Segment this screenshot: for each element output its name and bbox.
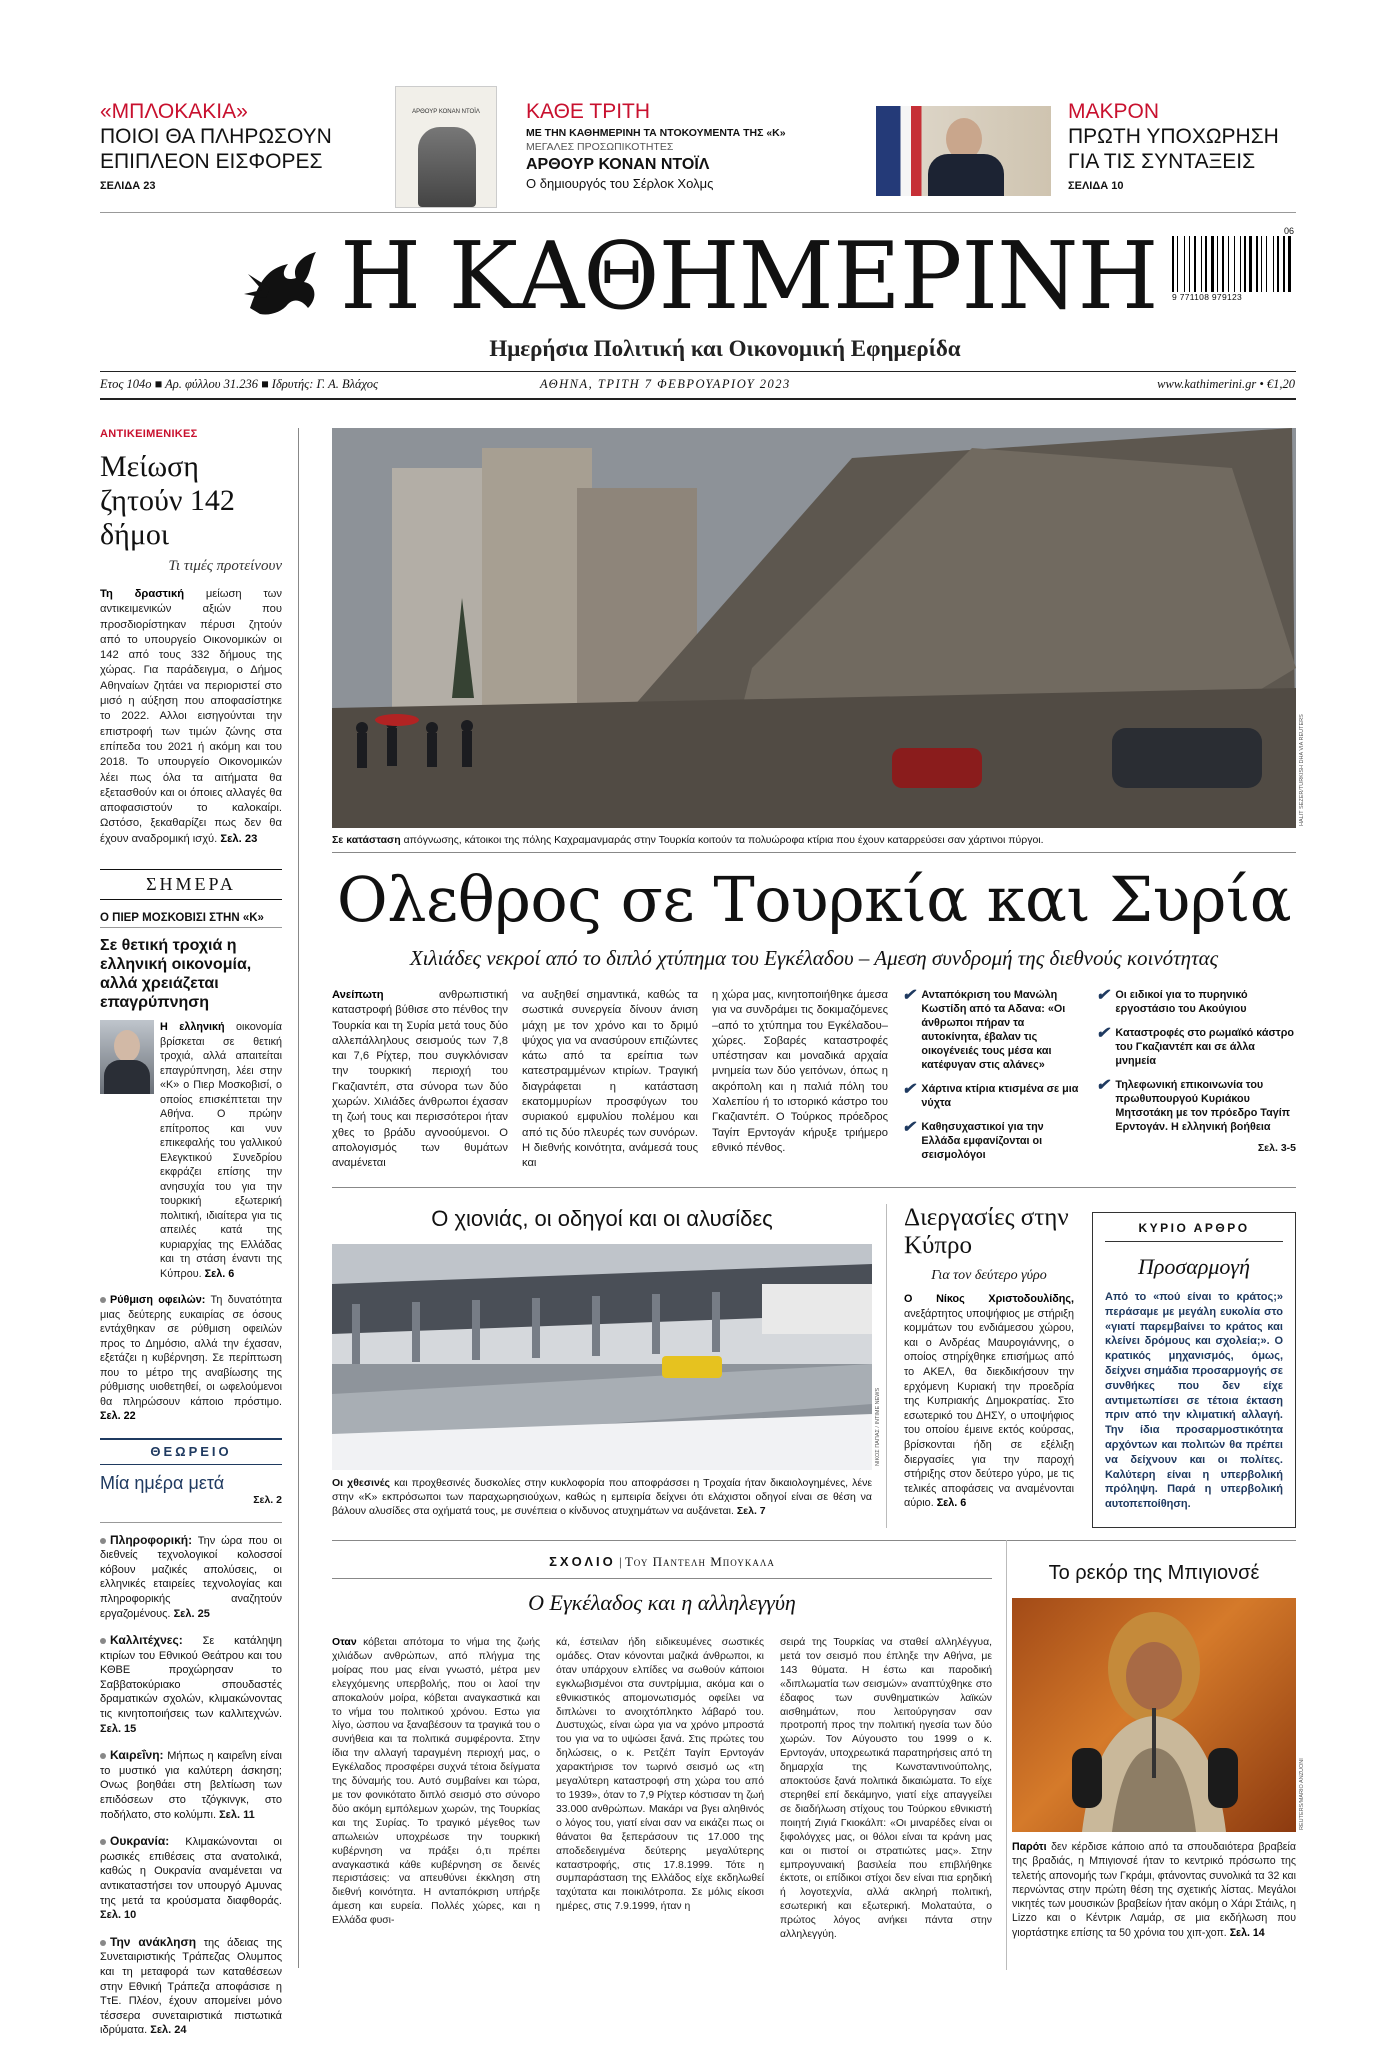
scholio-header-rule — [332, 1578, 992, 1579]
barcode-bar — [1240, 236, 1241, 292]
sidebar-item-page: Σελ. 15 — [100, 1722, 137, 1735]
barcode-bar — [1266, 236, 1267, 292]
sidebar-item-text: Μήπως η καιρεΐνη είναι το μυστικό για καλύτερη άσκηση; Ονως βοηθάει στη βελτίωση των επιδόσεων στο τζόγκινγκ, στο ποδήλατο, στο κολύμπι. — [100, 1750, 282, 1821]
theoreio-headline: Μία ημέρα μετά — [100, 1472, 225, 1493]
barcode-bar — [1244, 236, 1246, 292]
barcode-bar — [1277, 236, 1279, 292]
snow-caption-text: και προχθεσινές δυσκολίες στην κυκλοφορία που αποφράσσει η Τροχαία ήταν δικαιολογημένες, λένε στην «Κ» εκπρόσωποι των παραχωρησιούχων, καθώς η εμπειρία δείχνει ότι ελάχιστοι οδηγοί είναι σε θέση να βάλουν αλυσίδες στα οχήματά τους, με συνέπεια ο κίνδυνος ατυχημάτων να αυξάνεται. — [332, 1477, 873, 1517]
barcode — [1172, 226, 1294, 302]
check-icon: ✔ — [1096, 1077, 1110, 1094]
check-icon: ✔ — [1096, 987, 1110, 1004]
main-story-rule — [332, 1187, 1296, 1188]
sidebar-item-text: Την ώρα που οι διεθνείς τεχνολογικοί κολοσσοί κόβουν μαζικές απολύσεις, οι ελληνικές εταιρείες τεχνολογίας και πληροφορικής αναζητούν εργαζομένους. — [100, 1534, 282, 1620]
simera-body-top — [160, 1020, 282, 1281]
editorial-title: Προσαρμογή — [1137, 1254, 1251, 1279]
simera-lead: Η ελληνική — [160, 1021, 225, 1034]
simera-kicker: Ο ΠΙΕΡ ΜΟΣΚΟΒΙΣΙ ΣΤΗΝ «Κ» — [100, 912, 282, 928]
check-icon: ✔ — [902, 1081, 916, 1098]
masthead-info-center: ΑΘΗΝΑ, ΤΡΙΤΗ 7 ΦΕΒΡΟΥΑΡΙΟΥ 2023 — [540, 377, 791, 391]
sidebar-item-text: Κλιμακώνονται οι ρωσικές επιθέσεις στα ανατολικά, καθώς η Ουκρανία αναμένεται να αντικαταστήσει τον υπουργό Αμυνας της μετά τα κρούσματα διαφθοράς. — [100, 1836, 282, 1907]
main-lead: Ανείπωτη — [332, 989, 384, 1001]
barcode-bar — [1247, 236, 1248, 292]
barcode-bar — [1208, 236, 1209, 292]
barcode-bar — [1222, 236, 1224, 292]
doyle-portrait — [418, 127, 476, 207]
simera-headline: Σε θετική τροχιά η ελληνική οικονομία, αλλά χρειάζεται επαγρύπνηση — [100, 937, 252, 1012]
earthquake-photo — [332, 428, 1296, 828]
main-col-3: η χώρα μας, κινητοποιήθηκε άμεσα για να συνδράμει τις δοκιμαζόμενες –από το χτύπημα του Εγκέλαδου– χώρες. Σοβαρές καταστροφές υπέστησαν και μοναδικά αρχαία μνημεία των δύο γειτόνων, όπως η ακρόπολη και η παλιά πόλη του Χαλεπίου ή το ιστορικό κάστρο του Γκαζιαντέπ. Ο Τούρκος πρόεδρος Ταγίπ Ερντογάν κήρυξε τριήμερο εθνικό πένθος. — [712, 989, 888, 1154]
barcode-bar — [1228, 236, 1229, 292]
barcode-bar — [1283, 236, 1285, 292]
masthead-info-left: Ετος 104ο ■ Αρ. φύλλου 31.236 ■ Ιδρυτής: Γ. Α. Βλάχος — [100, 377, 379, 391]
scholio-header — [332, 1554, 992, 1570]
barcode-bar — [1236, 236, 1238, 292]
barcode-bar — [1194, 236, 1196, 292]
rythmisi-lead: Ρύθμιση οφειλών: — [110, 1294, 206, 1307]
bullet-text: Ανταπόκριση του Μανώλη Κωστίδη από τα Αδανα: «Οι άνθρωποι πήραν τα αυτοκίνητα, έβαλαν τις οικογένειές τους μέσα και κατέφυγαν στις αλάνες» — [921, 989, 1066, 1071]
simera-page: Σελ. 6 — [204, 1267, 235, 1280]
barcode-bar — [1280, 236, 1281, 292]
snow-divider — [886, 1204, 887, 1528]
teaser-right-page: ΣΕΛΙΔΑ 10 — [1068, 180, 1124, 192]
sidebar-item[interactable] — [100, 1533, 282, 1622]
teaser-left[interactable] — [100, 100, 340, 192]
teaser-left-kicker: «ΜΠΛΟΚΑΚΙΑ» — [100, 100, 248, 123]
rythmisi-story[interactable] — [100, 1293, 282, 1424]
barcode-bar — [1203, 236, 1204, 292]
sidebar-item-text: της άδειας της Συνεταιριστικής Τράπεζας Ολυμπος και τη μεταφορά των καταθέσεων στην Εθνική Τράπεζα αποφάσισε η ΤτΕ. Πλέον, έχουν απομείνει μόνο τέσσερα συνεταιριστικά πιστωτικά ιδρύματα. — [100, 1936, 282, 2037]
earthquake-caption-text: απόγνωσης, κάτοικοι της πόλης Καχραμανμαράς στην Τουρκία κοιτούν τα πολυώροφα κτίρια που έχουν καταρρεύσει σαν χάρτινοι πύργοι. — [403, 834, 1044, 846]
barcode-bar — [1215, 236, 1216, 292]
teaser-middle-name: ΑΡΘΟΥΡ ΚΟΝΑΝ ΝΤΟΪΛ — [526, 156, 710, 173]
antikeimenikes-sub: Τι τιμές προτείνουν — [168, 558, 282, 574]
sidebar-item[interactable] — [100, 1633, 282, 1736]
editorial-box[interactable] — [1092, 1212, 1296, 1528]
bullet-text: Οι ειδικοί για το πυρηνικό εργοστάσιο του Ακούγιου — [1115, 989, 1248, 1015]
scholio-col-1-text: κόβεται απότομα το νήμα της ζωής χιλιάδων ανθρώπων, από πλήγμα της μοίρας που μας είναι γνωστό, μέτρα μεν ελεγχόμενης υπερβολής, που οι λαοί την αποκαλούν μοίρα, κόβεται αναγκαστικά και το νήμα του πολιτικού χρόνου. Εστω για λίγο, ώσπου να ξαναβέσουν τα τραγικά του ο συνήθεια και τα πολιτικά συμφέροντα. Στην ίδια την αλλαγή ταραγμένη περιοχή μας, ο Εγκέλαδος προσφέρει συχνά τέτοια δείγματα της δύναμής του. Αυτό συμβαίνει και τώρα, με τον φονικότατο διπλό σεισμό στο σύνορο δύο ακόμη εμπόλεμων χωρών, της Τουρκίας και της Συρίας. Το τραγικό μέγεθος των απωλειών υποχρέωσε την τουρκική κυβέρνηση να πράξει ό,τι πρέπει αναγκαστικά κάθε κυβέρνηση σε δεινές περιστάσεις: να απευθύνει έκκληση στη διεθνή κοινότητα. Η ανταπόκριση υπήρξε άμεση και ευρεία. Πολλές χώρες, και η Ελλάδα φυσι- — [332, 1637, 540, 1927]
beyonce-page: Σελ. 14 — [1229, 1926, 1265, 1939]
cyprus-text: ανεξάρτητος υποψήφιος με στήριξη κομμάτων του ενδιάμεσου χώρου, και ο Ανδρέας Μαυρογιάννης, ο οποίος στηρίχθηκε επισήμως από το ΑΚΕΛ, θα διεκδικήσουν την ερχόμενη Κυριακή την προεδρία της Κυπριακής Δημοκρατίας. Στο εσωτερικό του ΔΗΣΥ, ο υποψήφιος του οποίου έμεινε εκτός κούρσας, βρίσκονται ήδη σε εξέλιξη διεργασίες για την παροχή στήριξης στον δεύτερο γύρο, με τις τελικές αποφάσεις να αναμένονται αύριο. — [904, 1307, 1074, 1510]
antikeimenikes-story[interactable] — [100, 428, 282, 847]
barcode-bar — [1275, 236, 1276, 292]
beyonce-lead: Παρότι — [1012, 1841, 1047, 1853]
main-col-1-text: ανθρωπιστική καταστροφή βύθισε στο πένθος την Τουρκία και τη Συρία μετά τους δύο αλλεπάλληλους σεισμούς των 7,8 και 7,6 Ρίχτερ, που συγκλόνισαν την τουρκική περιοχή του Γκαζιαντέπ, στα σύνορα των δύο χωρών. Χιλιάδες άνθρωποι έχασαν τη ζωή τους και περισσότεροι ήταν χθες το βράδυ αγνοούμενοι. Ο απολογισμός των θυμάτων αναμένεται — [332, 989, 508, 1170]
main-pages: Σελ. 3-5 — [1257, 1142, 1296, 1154]
main-subheadline: Χιλιάδες νεκροί από το διπλό χτύπημα του Εγκέλαδου – Αμεση συνδρομή της διεθνούς κοινότητας — [409, 946, 1219, 970]
sidebar-divider — [298, 428, 299, 1968]
simera-label: ΣΗΜΕΡΑ — [146, 874, 236, 895]
teaser-middle-kicker: ΚΑΘΕ ΤΡΙΤΗ — [526, 100, 651, 123]
barcode-bar — [1184, 236, 1185, 292]
barcode-bar — [1234, 236, 1235, 292]
beyonce-photo-credit: REUTERS/MARIO ANZUONI — [1299, 1758, 1305, 1830]
bullet-dot — [100, 1940, 106, 1946]
book-cover-image — [395, 86, 497, 208]
bullet-dot — [100, 1638, 106, 1644]
antikeimenikes-page: Σελ. 23 — [220, 832, 258, 845]
check-icon: ✔ — [902, 987, 916, 1004]
sidebar-item-text: Σε κατάληψη κτιρίων του Εθνικού Θεάτρου και του ΚΘΒΕ προχώρησαν το Σαββατοκύριακο σπουδαστές δραματικών σχολών, κλιμακώνοντας τις κινητοποιήσεις των καλλιτεχνών. — [100, 1635, 282, 1721]
barcode-bar — [1177, 236, 1178, 292]
cyprus-headline: Διεργασίες στην Κύπρο — [904, 1204, 1069, 1259]
bullet-item[interactable] — [1096, 1026, 1296, 1068]
theoreio-page: Σελ. 2 — [253, 1493, 282, 1506]
info-rule-top — [100, 371, 1296, 372]
teaser-right-headline: ΠΡΩΤΗ ΥΠΟΧΩΡΗΣΗ ΓΙΑ ΤΙΣ ΣΥΝΤΑΞΕΙΣ — [1068, 125, 1279, 173]
bullet-text: Καθησυχαστικοί για την Ελλάδα εμφανίζονται οι σεισμολόγοι — [921, 1121, 1044, 1161]
scholio-col-3: σειρά της Τουρκίας να σταθεί αλληλέγγυα, μετά τον σεισμό που έπληξε την Αθήνα, με 143 θύματα. Η έστω και παροδική «διπλωματία των σεισμών» αναπτύχθηκε στο έδαφος των συνθηματικών λαϊκών αισθημάτων, που λειτούργησαν σαν προτροπή προς την πολιτική ηγεσία των δύο χωρών. Τον Αύγουστο του 1999 ο κ. Ερντογάν, υποχρεωτικά παρατηρήσεις από τη δημαρχία της Κωνσταντινούπολης, αποκτούσε ξανά πολιτικά δικαιώματα. Το είχε στερηθεί επί δεκάμηνο, γιατί είχε απαγγείλει σε διαδήλωση στίχους του Τούρκου εθνικιστή ποιητή Ζιγιά Γκιοκάλπ: «Οι μιναρέδες είναι οι ξιφολόγχες μας, οι θόλοι είναι τα κράνη μας και οι πιστοί οι στρατιώτες μας». Στην εμπρογυναική βασιλεία που επιβλήθηκε έκτοτε, οι επίδικοι στίχοι δεν είναι πια ερηδική ή λογοτεχνία, αλλά ακληρή πολιτική, εσωτερική και εξωτερική. Μολαταύτα, ο πρώτος λόγος ανήκει πάντα στην αλληλεγγύη. — [780, 1637, 992, 1941]
teaser-middle-line2: ΜΕΓΑΛΕΣ ΠΡΟΣΩΠΙΚΟΤΗΤΕΣ — [526, 141, 674, 153]
barcode-bar — [1226, 236, 1227, 292]
bullets-b — [1096, 988, 1296, 1154]
griffin-logo — [240, 238, 328, 326]
teaser-left-headline: ΠΟΙΟΙ ΘΑ ΠΛΗΡΩΣΟΥΝ ΕΠΙΠΛΕΟΝ ΕΙΣΦΟΡΕΣ — [100, 125, 332, 173]
teaser-left-page: ΣΕΛΙΔΑ 23 — [100, 180, 156, 192]
beyonce-body — [1012, 1840, 1296, 1940]
barcode-bar — [1259, 236, 1260, 292]
sidebar-item[interactable] — [100, 1748, 282, 1822]
antikeimenikes-label: ΑΝΤΙΚΕΙΜΕΝΙΚΕΣ — [100, 428, 198, 440]
check-icon: ✔ — [1096, 1025, 1110, 1042]
sidebar-item-lead: Καλλιτέχνες: — [110, 1633, 183, 1648]
barcode-bar — [1263, 236, 1265, 292]
barcode-bars — [1172, 236, 1294, 292]
beyonce-text: δεν κέρδισε κάποιο από τα σπουδαιότερα βραβεία της βραδιάς, η Μπιγιονσέ ήταν το κεντρικό πρόσωπο της τελετής απονομής των Γκράμι, φτάνοντας συνολικά τα 32 και περνώντας στην πρώτη θέση της σχετικής λίστας. Μεγάλοι νικητές των μουσικών βραβείων ήταν ακόμη ο Χάρι Στάιλς, η Lizzo και ο Κέντρικ Λαμάρ, σε μια εκδήλωση που γιορτάστηκε επίσης τα 50 χρόνια του χιπ-χοπ. — [1012, 1841, 1296, 1939]
top-rule — [100, 212, 1296, 213]
simera-text: οικονομία βρίσκεται σε θετική τροχιά, αλλά απαιτείται επαγρύπνηση, λέει στην «Κ» ο Πιερ Μοσκοβισί, ο οποίος επισκέπτεται την Αθήνα. Ο πρώην επίτροπος και νυν επικεφαλής του γαλλικού Ελεγκτικού Συνεδρίου εκφράζει επίσης την ανησυχία του για την τουρκική εξωτερική πολιτική, ιδιαίτερα για τις απειλές κατά της κυριαρχίας της Ελλάδας και τη στάση έναντι της Κύπρου. — [160, 1021, 282, 1280]
barcode-bar — [1205, 236, 1207, 292]
scholio-col-2: κά, έστειλαν ήδη ειδικευμένες σωστικές ομάδες. Οταν κόνονται μαζικά άνθρωποι, κι όταν υπάρχουν ελπίδες να σωθούν κάποιοι εγκλωβισμένοι στα συντρίμμια, ακόμα και ο εθνικιστικός απομονωτισμός οφείλει να διπλώνει το ανοιχτόπληκτο λάβαρό του. Δυστυχώς, είναι ώρα για να χρόνο μπροστά του για να το υψώσει ξανά. Στις πρώτες του δηλώσεις, ο κ. Ρετζέπ Ταγίπ Ερντογάν χαρακτήρισε τον τωρινό σεισμό ως «τη μεγαλύτερη καταστροφή στη χώρα του από το 1939», όταν το 7,9 Ρίχτερ κόστισαν τη ζωή 33.000 ανθρώπων. Μακάρι να βγει αληθινός ο λόγος του, γιατί είναι σαν να εικάζει πως οι θάνατοι θα ξεπεράσουν τις 17.000 της αποδεδειγμένα δεύτερης μεγαλύτερης καταστροφής, στις 17.8.1999. Τότε η συμπαράσταση της Ελλάδος είχε εκδηλωθεί ταχύτατα και ποικιλότροπα. Σε μόλις είκοσι ημέρες, στις 7.9.1999, ήταν η — [556, 1637, 764, 1913]
main-col-1 — [332, 988, 508, 1172]
theoreio-story[interactable] — [100, 1473, 282, 1506]
bullet-dot — [100, 1839, 106, 1845]
snow-headline[interactable]: Ο χιονιάς, οι οδηγοί και οι αλυσίδες — [431, 1206, 773, 1231]
sidebar-item-page: Σελ. 10 — [100, 1909, 137, 1922]
scholio-top-rule — [332, 1540, 1296, 1541]
simera-header — [100, 869, 282, 900]
sidebar-item[interactable] — [100, 1935, 282, 2038]
snow-page: Σελ. 7 — [736, 1505, 766, 1517]
bullets-a — [902, 988, 1082, 1172]
sidebar-item-page: Σελ. 24 — [150, 2024, 187, 2037]
barcode-number: 9 771108 979123 — [1172, 292, 1243, 302]
earthquake-caption-lead: Σε κατάσταση — [332, 834, 401, 846]
beyonce-headline[interactable]: Το ρεκόρ της Μπιγιονσέ — [1048, 1562, 1260, 1584]
sidebar-item-lead: Την ανάκληση — [110, 1934, 197, 1949]
bullet-dot — [100, 1753, 106, 1759]
cyprus-page: Σελ. 6 — [936, 1497, 967, 1510]
bullet-dot — [100, 1297, 106, 1303]
barcode-bar — [1172, 236, 1174, 292]
sidebar-item-lead: Ουκρανία: — [110, 1834, 170, 1849]
scholio-author: Του Παντελη Μπουκαλα — [624, 1554, 775, 1569]
caption-rule — [332, 852, 1296, 853]
masthead-info-right[interactable]: www.kathimerini.gr • €1,20 — [1157, 377, 1295, 391]
masthead-title: Η ΚΑΘΗΜΕΡΙΝΗ — [340, 222, 1158, 330]
main-headline[interactable]: Ολεθρος σε Τουρκία και Συρία — [336, 863, 1292, 936]
barcode-bar — [1219, 236, 1221, 292]
barcode-bar — [1286, 236, 1287, 292]
macron-photo — [876, 106, 1051, 196]
rythmisi-text: Τη δυνατότητα μιας δεύτερης ευκαιρίας σε όσους εντάχθηκαν σε ρύθμιση οφειλών προς το Δημόσιο, αλλά την έχασαν, εξετάζει η κυβέρνηση. Σε περίπτωση που το μέτρο της αναβίωσης της ρύθμισης υιοθετηθεί, οι ωφελούμενοι θα πληρώσουν κάποιο πρόστιμο. — [100, 1294, 282, 1408]
barcode-bar — [1269, 236, 1272, 292]
barcode-bar — [1211, 236, 1214, 292]
barcode-bar — [1186, 236, 1188, 292]
theoreio-label: ΘΕΩΡΕΙΟ — [150, 1443, 232, 1459]
cyprus-body — [904, 1292, 1074, 1511]
bullet-item[interactable] — [1096, 1078, 1296, 1134]
barcode-bar — [1201, 236, 1202, 292]
scholio-separator: | — [618, 1554, 622, 1569]
barcode-bar — [1180, 236, 1183, 292]
barcode-bar — [1217, 236, 1218, 292]
scholio-label: ΣΧΟΛΙΟ — [549, 1554, 616, 1569]
bullet-item[interactable] — [902, 1120, 1082, 1162]
beyonce-photo — [1012, 1598, 1296, 1832]
barcode-bar — [1191, 236, 1192, 292]
sidebar-item-lead: Πληροφορική: — [110, 1532, 193, 1547]
barcode-bar — [1175, 236, 1176, 292]
barcode-bar — [1256, 236, 1258, 292]
barcode-bar — [1249, 236, 1252, 292]
antikeimenikes-lead: Τη δραστική — [100, 588, 185, 600]
sidebar-item-lead: Καιρεΐνη: — [110, 1748, 164, 1763]
barcode-bar — [1197, 236, 1200, 292]
teaser-middle-line1: ΜΕ ΤΗΝ ΚΑΘΗΜΕΡΙΝΗ ΤΑ ΝΤΟΚΟΥΜΕΝΤΑ ΤΗΣ «Κ» — [526, 127, 786, 139]
antikeimenikes-body — [100, 587, 282, 847]
editorial-body: Από το «πού είναι το κράτος;» περάσαμε με μεγάλη ευκολία στο «γιατί παρεμβαίνει το κράτος και κλείνει δρόμους και σχολεία;». Ο κρατικός μηχανισμός, όμως, δείχνει σημάδια προσαρμογής σε συνθήκες που δεν είχε αντιμετωπίσει σε τέτοια έκταση πριν από την κλιματική αλλαγή. Την ίδια προσαρμοστικότητα αρχόντων και πολιτών θα πρέπει να δείχνουν και οι πολίτες. Καλύτερη είναι η υπερβολική πρόληψη. Παρά η υπερβολική αυτοπεποίθηση. — [1105, 1291, 1283, 1511]
teaser-middle[interactable] — [526, 100, 826, 191]
sidebar-item-page: Σελ. 25 — [173, 1607, 210, 1620]
teaser-right-kicker: ΜΑΚΡΟΝ — [1068, 100, 1160, 123]
cyprus-sub: Για τον δεύτερο γύρο — [931, 1268, 1047, 1283]
barcode-bar — [1242, 236, 1243, 292]
masthead-subtitle: Ημερήσια Πολιτική και Οικονομική Εφημερίδα — [489, 336, 961, 361]
theoreio-header — [100, 1438, 282, 1465]
antikeimenikes-headline: Μείωση ζητούν 142 δήμοι — [100, 450, 235, 551]
check-icon: ✔ — [902, 1119, 916, 1136]
sidebar-items — [100, 1522, 282, 2038]
editorial-label: ΚΥΡΙΟ ΑΡΘΡΟ — [1105, 1221, 1283, 1242]
bullet-item[interactable] — [1096, 988, 1296, 1016]
barcode-issue: 06 — [1283, 226, 1294, 236]
teaser-right[interactable] — [1068, 100, 1298, 192]
earthquake-photo-credit: HALIT SEZER/TURKISH DHA VIA REUTERS — [1299, 714, 1305, 826]
scholio-col-1 — [332, 1636, 540, 1928]
snow-photo — [332, 1244, 872, 1470]
scholio-title[interactable]: Ο Εγκέλαδος και η αλληλεγγύη — [528, 1590, 796, 1615]
snow-caption-lead: Οι χθεσινές — [332, 1477, 391, 1489]
bullet-dot — [100, 1538, 106, 1544]
cyprus-lead: Ο Νίκος Χριστοδουλίδης, — [904, 1293, 1074, 1305]
bullet-text: Χάρτινα κτίρια κτισμένα σε μια νύχτα — [921, 1083, 1079, 1109]
moscovici-photo — [100, 1020, 154, 1094]
cyprus-story[interactable] — [904, 1204, 1074, 1511]
bullet-item[interactable] — [902, 1082, 1082, 1110]
snow-caption — [332, 1476, 872, 1518]
bullet-text: Καταστροφές στο ρωμαϊκό κάστρο του Γκαζιαντέπ και σε άλλα μνημεία — [1115, 1027, 1295, 1067]
barcode-bar — [1273, 236, 1274, 292]
barcode-bar — [1288, 236, 1291, 292]
barcode-bar — [1253, 236, 1254, 292]
snow-photo-credit: ΝΙΚΟΣ ΠΑΠΑΣ / INTIME NEWS — [875, 1387, 881, 1466]
bullet-item[interactable] — [902, 988, 1082, 1072]
info-rule-bottom — [100, 398, 1296, 400]
beyonce-divider — [1006, 1540, 1007, 1970]
barcode-bar — [1189, 236, 1190, 292]
sidebar-item[interactable] — [100, 1834, 282, 1923]
sidebar — [100, 428, 282, 2047]
sidebar-item-page: Σελ. 11 — [219, 1808, 255, 1821]
earthquake-caption — [332, 834, 1296, 846]
bullet-text: Τηλεφωνική επικοινωνία του πρωθυπουργού Κυριάκου Μητσοτάκη με τον πρόεδρο Ταγίπ Ερντογάν. Η ελληνική βοήθεια — [1115, 1079, 1291, 1133]
main-col-2: να αυξηθεί σημαντικά, καθώς τα σωστικά συνεργεία δίνουν άνιση μάχη με τον χρόνο και το δριμύ ψύχος για να ανασύρουν επιζώντες κάτω από τα ερείπια των κατεστραμμένων κτιρίων. Τραγική διαγράφεται η κατάσταση εκατομμυρίων προσφύγων του συριακού εμφυλίου πολέμου και από τις δύο πλευρές των συνόρων. Η διεθνής κοινότητα, ανάμεσά τους και — [522, 989, 698, 1170]
simera-story[interactable] — [100, 912, 282, 1281]
antikeimenikes-text: μείωση των αντικειμενικών αξιών που προσδιορίστηκαν πέρυσι ζητούν από το υπουργείο Οικονομικών οι 142 από τους 332 δήμους της χώρας. Για παράδειγμα, ο Δήμος Αθηναίων ζητάει να περιοριστεί στο μισό η αύξηση που αποφασίστηκε το 2022. Αλλοι εισηγούνται την επιστροφή των τιμών ζώνης στα επίπεδα του 2021 ή ακόμη και του 2018. Το υπουργείο Οικονομικών λέει πως όλα τα αιτήματα θα εξετασθούν και οι όποιες αλλαγές θα αποφασιστούν το καλοκαίρι. Ωστόσο, ξεκαθαρίζει πως δεν θα έχουν αναδρομική ισχύ. — [100, 588, 283, 845]
rythmisi-page: Σελ. 22 — [100, 1410, 136, 1423]
scholio-lead: Οταν — [332, 1637, 357, 1648]
barcode-bar — [1230, 236, 1233, 292]
teaser-middle-desc: Ο δημιουργός του Σέρλοκ Χολμς — [526, 176, 714, 191]
barcode-bar — [1261, 236, 1262, 292]
book-cover-title: ΑΡΘΟΥΡ ΚΟΝΑΝ ΝΤΟΪΛ — [412, 109, 480, 115]
